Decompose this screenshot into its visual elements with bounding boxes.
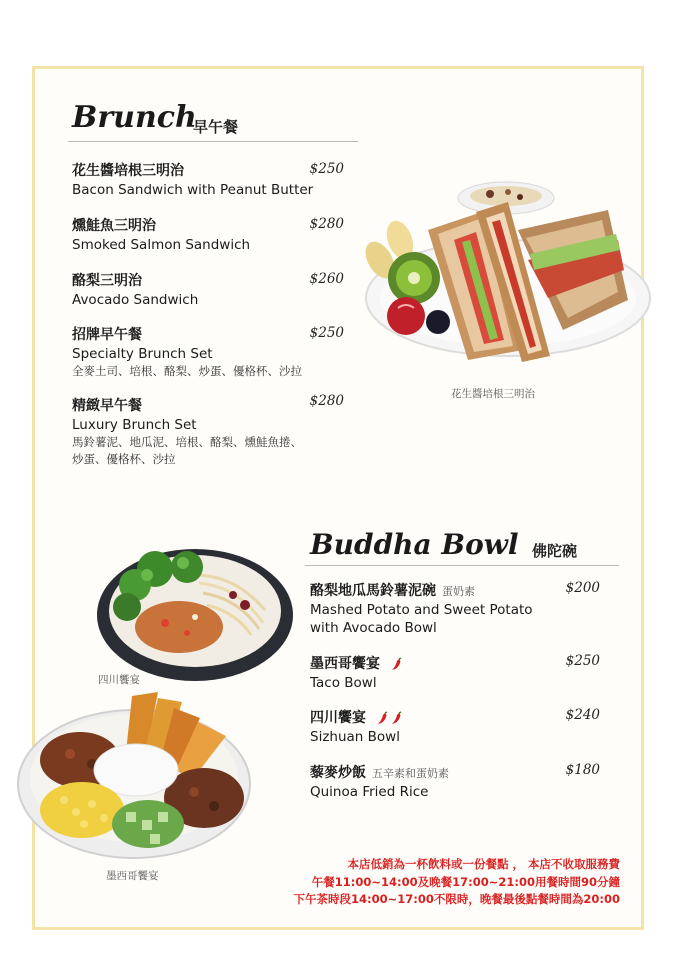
- menu-item-specialty-brunch-set: [72, 324, 344, 380]
- item-name-zh-row: [310, 580, 600, 600]
- chili-pepper-icon: [389, 657, 403, 671]
- brunch-title-rule: [68, 141, 358, 142]
- item-name-en: Bacon Sandwich with Peanut Butter: [72, 182, 314, 198]
- item-name-zh-row: [310, 762, 600, 782]
- note-dining-hours: 午餐11:00~14:00及晚餐17:00~21:00用餐時間90分鐘: [311, 874, 620, 889]
- buddha-bowl-title-zh: 佛陀碗: [532, 542, 578, 560]
- item-price: $180: [565, 762, 600, 778]
- item-name-en: Sizhuan Bowl: [310, 729, 400, 745]
- item-name-zh: 招牌早午餐: [72, 327, 142, 343]
- item-name-zh: 精緻早午餐: [72, 398, 142, 414]
- chili-pepper-icon: [389, 711, 403, 725]
- item-description: 全麥土司、培根、酪梨、炒蛋、優格杯、沙拉: [72, 364, 302, 378]
- item-price: $250: [309, 325, 344, 341]
- item-name-zh-row: [310, 653, 600, 673]
- menu-item-taco-bowl: [310, 653, 600, 691]
- item-name-en: Quinoa Fried Rice: [310, 784, 429, 800]
- item-name-en-line2: with Avocado Bowl: [310, 620, 437, 636]
- menu-item-luxury-brunch-set: [72, 395, 344, 468]
- menu-item-bacon-sandwich: [72, 160, 344, 198]
- note-afternoon-tea: 下午茶時段14:00~17:00不限時，晚餐最後點餐時間為20:00: [293, 892, 620, 906]
- sandwich-photo: [358, 170, 654, 370]
- item-name-zh: 酪梨地瓜馬鈴薯泥碗: [310, 583, 436, 599]
- item-name-zh-row: [310, 707, 600, 727]
- item-diet-tag: 五辛素和蛋奶素: [372, 767, 449, 780]
- note-minimum-charge: 本店低銷為一杯飲料或一份餐點 ， 本店不收取服務費: [347, 857, 620, 871]
- item-name-en: Specialty Brunch Set: [72, 346, 213, 362]
- item-description-line2: 炒蛋、優格杯、沙拉: [72, 452, 176, 466]
- item-name-en: Luxury Brunch Set: [72, 417, 197, 433]
- item-name-zh: 花生醬培根三明治: [72, 163, 184, 179]
- item-name-en: Smoked Salmon Sandwich: [72, 237, 251, 253]
- menu-item-sichuan-bowl: [310, 707, 600, 745]
- item-price: $260: [309, 271, 344, 287]
- taco-bowl-caption: 墨西哥饗宴: [106, 870, 159, 882]
- sichuan-bowl-photo: [95, 545, 295, 685]
- chili-pepper-icon: [375, 711, 389, 725]
- item-name-en-line1: Mashed Potato and Sweet Potato: [310, 602, 533, 618]
- menu-item-smoked-salmon-sandwich: [72, 215, 344, 253]
- taco-bowl-photo: [14, 688, 256, 866]
- item-name-zh: 墨西哥饗宴: [310, 656, 380, 672]
- item-price: $250: [309, 161, 344, 177]
- item-name-zh: 四川饗宴: [310, 710, 366, 726]
- sichuan-bowl-caption: 四川饗宴: [98, 674, 140, 686]
- buddha-bowl-title-script: Buddha Bowl: [310, 528, 519, 561]
- item-name-en: Avocado Sandwich: [72, 292, 199, 308]
- sandwich-photo-caption: 花生醬培根三明治: [451, 388, 535, 400]
- store-notes: [294, 856, 620, 909]
- brunch-title-zh: 早午餐: [193, 118, 239, 136]
- item-price: $240: [565, 707, 600, 723]
- item-name-zh: 燻鮭魚三明治: [72, 218, 156, 234]
- brunch-title-script: Brunch: [72, 100, 197, 135]
- item-name-zh: 酪梨三明治: [72, 273, 142, 289]
- item-description-line1: 馬鈴薯泥、地瓜泥、培根、酪梨、燻鮭魚捲、: [72, 435, 302, 449]
- item-price: $200: [565, 580, 600, 596]
- item-price: $280: [309, 216, 344, 232]
- item-price: $250: [565, 653, 600, 669]
- item-name-zh: 藜麥炒飯: [310, 765, 366, 781]
- menu-item-avocado-potato-bowl: [310, 580, 600, 636]
- item-price: $280: [309, 393, 344, 409]
- menu-item-quinoa-fried-rice: [310, 762, 600, 800]
- menu-item-avocado-sandwich: [72, 270, 344, 308]
- item-name-en: Taco Bowl: [310, 675, 377, 691]
- buddha-bowl-title-rule: [305, 565, 619, 566]
- item-diet-tag: 蛋奶素: [442, 585, 475, 598]
